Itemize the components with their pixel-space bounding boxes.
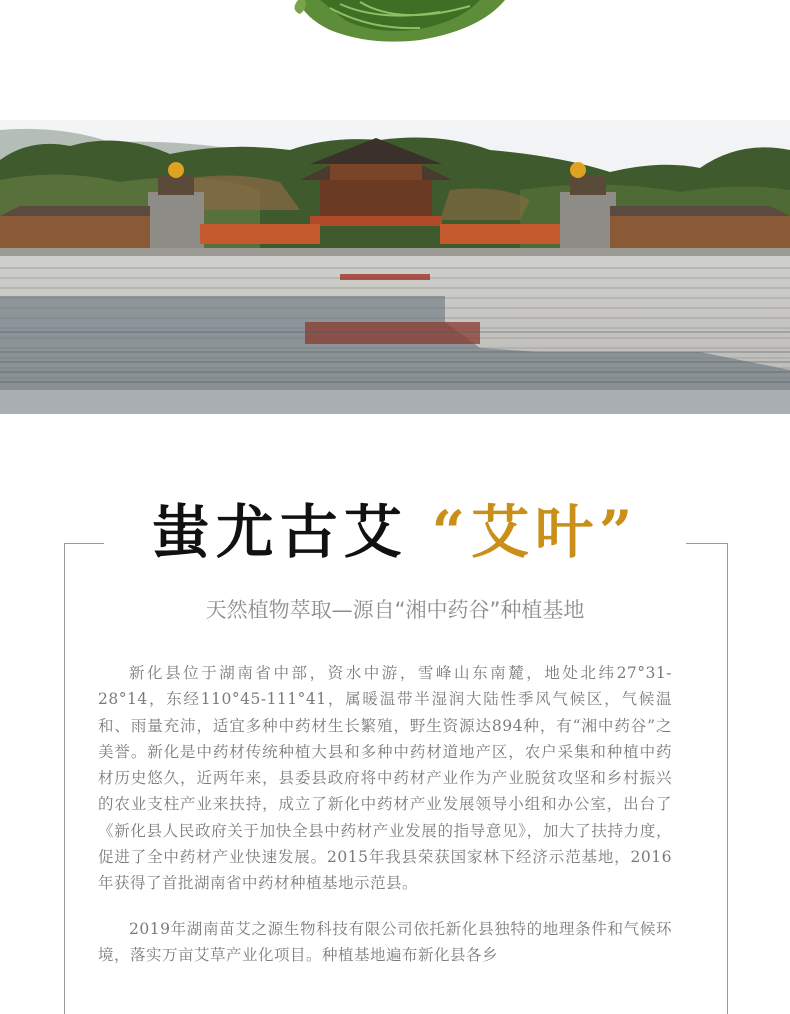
hero-photo	[0, 120, 790, 414]
title-highlight: “艾叶”	[431, 498, 639, 566]
paragraph: 2019年湖南苗艾之源生物科技有限公司依托新化县独特的地理条件和气候环境，落实万亩艾草产业化项目。种植基地遍布新化县各乡	[98, 919, 672, 964]
leaf-decoration-image	[0, 0, 790, 45]
section-subtitle: 天然植物萃取—源自“湘中药谷”种植基地	[205, 598, 585, 622]
section-title	[0, 492, 790, 572]
title-main: 蚩尤古艾	[151, 498, 408, 566]
body-text	[98, 660, 672, 987]
paragraph: 新化县位于湖南省中部，资水中游，雪峰山东南麓，地处北纬27°31-28°14，东经110°45-111°41，属暖温带半湿润大陆性季风气候区，气候温和、雨量充沛，适宜多种中药材生长繁殖，野生资源达894种，有“湘中药谷”之美誉。新化是中药材传统种植大县和多种中药材道地产区，农户采集和种植中药材历史悠久，近两年来，县委县政府将中药材产业作为产业脱贫攻坚和乡村振兴的农业支柱产业来扶持，成立了新化中药材产业发展领导小组和办公室，出台了《新化县人民政府关于加快全县中药材产业发展的指导意见》，加大了扶持力度，促进了全中药材产业快速发展。2015年我县荣获国家林下经济示范基地，2016年获得了首批湖南省中药材种植基地示范县。	[98, 664, 672, 893]
